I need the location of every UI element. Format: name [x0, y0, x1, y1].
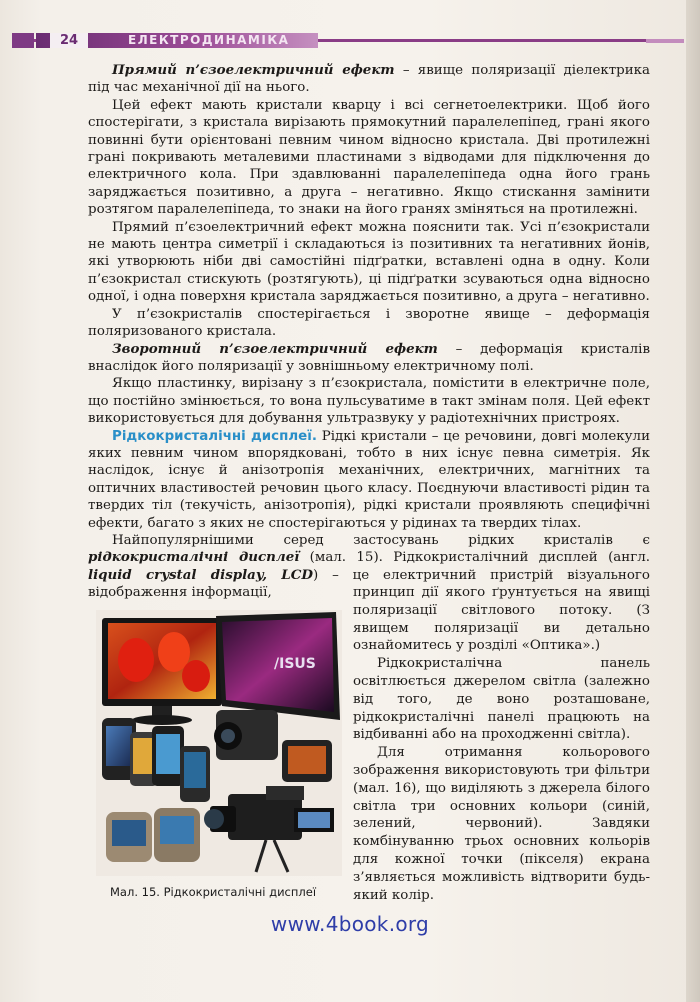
- paragraph: Для отримання кольорового зображення використовують три фільтри (мал. 16), що виділяють з джерела білого світла три основних кольори (синій, зелений, червоний). Завдяки комбінуванню трьох основних кольорів для кожної точки (пікселя) екрана з’являється можливість відтворити будь-який колір.: [353, 745, 650, 903]
- paragraph: У п’єзокристалів спостерігається і зворотне явище – деформація поляризованого кристала.: [88, 306, 650, 340]
- term-lcd-english: liquid crystal display, LCD: [88, 566, 313, 583]
- paragraph-text: (мал. 15). Рідкокристалічний дисплей (англ.: [299, 550, 650, 566]
- page-number: 24: [50, 33, 88, 48]
- paragraph: Якщо пластинку, вирізану з п’єзокристала, помістити в електричне поле, що постійно змінюється, то вона пульсуватиме в такт змінам поля. Цей ефект використовується для добування ультразвуку у радіотехнічних пристроях.: [88, 376, 650, 427]
- monitor-brand-text: /ISUS: [274, 656, 316, 672]
- paragraph: [88, 62, 650, 97]
- header-left-block: [12, 33, 34, 48]
- paragraph: [88, 428, 650, 532]
- page-edge: [686, 0, 700, 1002]
- paragraph-text: ) – це електричний пристрій візуального відображення інформації,: [88, 567, 650, 601]
- figure-caption: Мал. 15. Рідкокристалічні дисплеї: [110, 885, 317, 899]
- body-text: [88, 62, 650, 602]
- term-direct-effect: Прямий п’єзоелектричний ефект: [112, 62, 395, 78]
- video-camera: [228, 794, 302, 840]
- paragraph: Рідкокристалічна панель освітлюється джерелом світла (залежно від того, де воно розташоване, рідкокристалічні панелі працюють на відбиванні або на проходженні світла).: [353, 656, 650, 743]
- paragraph: Прямий п’єзоелектричний ефект можна пояснити так. Усі п’єзокристали не мають центра симетрії і складаються із позитивних та негативних йонів, які утворюють ніби дві самостійні підґратки, вставлені одна в одну. Коли п’єзокристал стискують (розтягують), ці підґратки зсуваються одна відносно одної, і одна поверхня кристала заряджається позитивно, а друга – негативно.: [88, 219, 650, 305]
- section-title: ЕЛЕКТРОДИНАМІКА: [128, 33, 290, 47]
- paragraph: [88, 341, 650, 376]
- term-reverse-effect: Зворотний п’єзоелектричний ефект: [112, 340, 438, 357]
- section-heading-lcd: Рідкокристалічні дисплеї.: [112, 428, 317, 444]
- figure-lcd-displays: [96, 610, 342, 876]
- lcd-devices-illustration: [96, 610, 342, 876]
- paragraph: принцип дії якого ґрунтується на явищі поляризації світлового потоку. (З явищем поляризації ви детально ознайомитесь у розділі «Оптика».): [353, 585, 650, 654]
- watermark: www.4book.org: [270, 912, 430, 936]
- paragraph-text: – явище поляризації діелектрика під час механічної дії на нього.: [88, 63, 650, 96]
- paragraph: Цей ефект мають кристали кварцу і всі сегнетоелектрики. Щоб його спостерігати, з кристала вирізають прямокутний паралелепіпед, грані якого повинні бути орієнтовані певним чином відносно кристала. Дві протилежні грані покривають металевими пластинами з відводами для підключення до електричного кола. При здавлюванні паралелепіпеда одна його грань заряджається позитивно, а друга – негативно. Якщо стискання замінити розтягом паралелепіпеда, то знаки на його гранях зміняться на протилежні.: [88, 97, 650, 218]
- right-column-text: [353, 584, 650, 904]
- paragraph-text: Рідкі кристали – це речовини, довгі молекули яких певним чином впорядковані, тобто в них існує певна симетрія. Як наслідок, існує й анізотропія механічних, електричних, магнітних та оптичних властивостей речовин цього класу. Поєднуючи властивості рідин та твердих тіл (текучість, анізотропія), рідкі кристали проявляють специфічні ефекти, багато з яких не спостерігаються у рідинах та твердих тілах.: [88, 428, 650, 531]
- term-lcd: рідкокристалічні дисплеї: [88, 549, 300, 566]
- paragraph-text: Найпопулярнішими серед застосувань рідких кристалів є: [112, 532, 650, 548]
- header-right-rule: [646, 39, 684, 43]
- paragraph-text: – деформація кристалів внаслідок його поляризації у зовнішньому електричному полі.: [88, 341, 650, 374]
